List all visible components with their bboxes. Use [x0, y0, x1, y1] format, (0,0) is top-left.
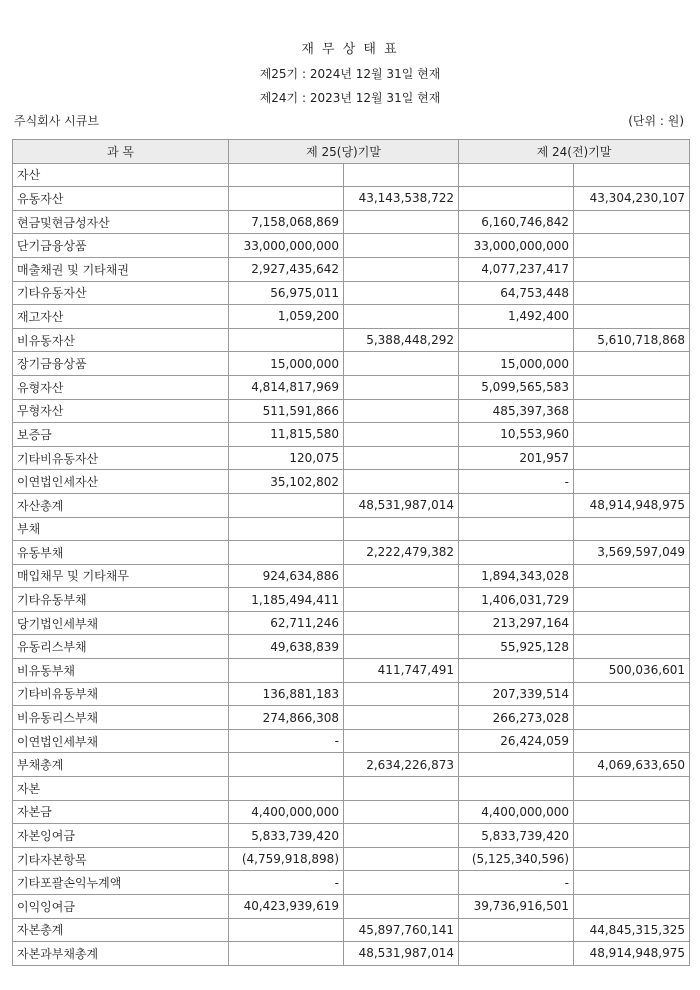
account-label: 자본: [13, 777, 229, 801]
header-prior-period: 제 24(전)기말: [459, 140, 690, 164]
period-prior: 제24기 : 2023년 12월 31일 현재: [259, 91, 441, 105]
current-subtotal-amount: [344, 163, 459, 187]
account-label: 이연법인세부채: [13, 729, 229, 753]
current-subtotal-amount: [344, 895, 459, 919]
table-row: [13, 517, 690, 541]
header-account: 과 목: [13, 140, 229, 164]
prior-subtotal-amount: [574, 423, 690, 447]
current-item-amount: [229, 493, 344, 517]
current-item-amount: 4,400,000,000: [229, 800, 344, 824]
prior-item-amount: 15,000,000: [459, 352, 574, 376]
table-row: [13, 729, 690, 753]
prior-subtotal-amount: [574, 682, 690, 706]
current-subtotal-amount: [344, 423, 459, 447]
current-subtotal-amount: 43,143,538,722: [344, 187, 459, 211]
table-row: [13, 163, 690, 187]
prior-item-amount: 26,424,059: [459, 729, 574, 753]
account-label: 무형자산: [13, 399, 229, 423]
table-body: [13, 163, 690, 965]
prior-subtotal-amount: [574, 777, 690, 801]
document-title: 재 무 상 태 표: [301, 42, 399, 57]
prior-subtotal-amount: 500,036,601: [574, 659, 690, 683]
prior-item-amount: 1,406,031,729: [459, 588, 574, 612]
table-row: [13, 753, 690, 777]
table-row: [13, 659, 690, 683]
table-header-row: [13, 140, 690, 164]
current-subtotal-amount: [344, 352, 459, 376]
account-label: 자본총계: [13, 918, 229, 942]
current-item-amount: 274,866,308: [229, 706, 344, 730]
table-row: [13, 281, 690, 305]
account-label: 자산총계: [13, 493, 229, 517]
current-subtotal-amount: [344, 611, 459, 635]
prior-subtotal-amount: 4,069,633,650: [574, 753, 690, 777]
current-item-amount: 1,059,200: [229, 305, 344, 329]
prior-item-amount: [459, 328, 574, 352]
current-subtotal-amount: [344, 588, 459, 612]
current-subtotal-amount: 48,531,987,014: [344, 942, 459, 966]
prior-item-amount: 6,160,746,842: [459, 210, 574, 234]
prior-subtotal-amount: [574, 352, 690, 376]
prior-subtotal-amount: 48,914,948,975: [574, 942, 690, 966]
account-label: 비유동부채: [13, 659, 229, 683]
prior-item-amount: 5,099,565,583: [459, 375, 574, 399]
prior-subtotal-amount: [574, 895, 690, 919]
table-row: [13, 564, 690, 588]
prior-item-amount: 213,297,164: [459, 611, 574, 635]
table-row: [13, 210, 690, 234]
current-item-amount: 40,423,939,619: [229, 895, 344, 919]
prior-subtotal-amount: [574, 800, 690, 824]
account-label: 유동리스부채: [13, 635, 229, 659]
prior-item-amount: [459, 541, 574, 565]
prior-item-amount: 55,925,128: [459, 635, 574, 659]
account-label: 이익잉여금: [13, 895, 229, 919]
prior-item-amount: 201,957: [459, 446, 574, 470]
prior-subtotal-amount: 3,569,597,049: [574, 541, 690, 565]
current-subtotal-amount: [344, 706, 459, 730]
table-row: [13, 187, 690, 211]
table-row: [13, 871, 690, 895]
prior-subtotal-amount: [574, 210, 690, 234]
account-label: 기타자본항목: [13, 847, 229, 871]
prior-subtotal-amount: [574, 635, 690, 659]
account-label: 당기법인세부채: [13, 611, 229, 635]
current-item-amount: -: [229, 871, 344, 895]
table-row: [13, 328, 690, 352]
prior-item-amount: [459, 493, 574, 517]
table-row: [13, 682, 690, 706]
prior-subtotal-amount: [574, 588, 690, 612]
prior-item-amount: 266,273,028: [459, 706, 574, 730]
current-item-amount: 56,975,011: [229, 281, 344, 305]
prior-item-amount: -: [459, 871, 574, 895]
current-item-amount: 62,711,246: [229, 611, 344, 635]
current-item-amount: 15,000,000: [229, 352, 344, 376]
account-label: 자산: [13, 163, 229, 187]
current-item-amount: -: [229, 729, 344, 753]
current-subtotal-amount: [344, 847, 459, 871]
account-label: 부채: [13, 517, 229, 541]
current-item-amount: 49,638,839: [229, 635, 344, 659]
current-subtotal-amount: [344, 305, 459, 329]
prior-item-amount: 4,400,000,000: [459, 800, 574, 824]
prior-subtotal-amount: [574, 446, 690, 470]
prior-item-amount: [459, 918, 574, 942]
prior-subtotal-amount: [574, 281, 690, 305]
table-row: [13, 824, 690, 848]
table-row: [13, 800, 690, 824]
prior-item-amount: 1,492,400: [459, 305, 574, 329]
current-item-amount: [229, 918, 344, 942]
prior-subtotal-amount: [574, 564, 690, 588]
current-subtotal-amount: [344, 824, 459, 848]
current-item-amount: 1,185,494,411: [229, 588, 344, 612]
prior-item-amount: 64,753,448: [459, 281, 574, 305]
current-subtotal-amount: [344, 375, 459, 399]
account-label: 유동부채: [13, 541, 229, 565]
current-item-amount: [229, 163, 344, 187]
current-subtotal-amount: 2,634,226,873: [344, 753, 459, 777]
current-subtotal-amount: [344, 281, 459, 305]
table-row: [13, 470, 690, 494]
account-label: 자본과부채총계: [13, 942, 229, 966]
prior-subtotal-amount: [574, 847, 690, 871]
current-item-amount: [229, 659, 344, 683]
current-item-amount: [229, 541, 344, 565]
prior-subtotal-amount: 5,610,718,868: [574, 328, 690, 352]
current-item-amount: 136,881,183: [229, 682, 344, 706]
prior-item-amount: 5,833,739,420: [459, 824, 574, 848]
table-row: [13, 942, 690, 966]
prior-item-amount: [459, 777, 574, 801]
prior-item-amount: [459, 517, 574, 541]
table-row: [13, 305, 690, 329]
period-current: 제25기 : 2024년 12월 31일 현재: [259, 67, 441, 81]
prior-item-amount: (5,125,340,596): [459, 847, 574, 871]
table-row: [13, 611, 690, 635]
account-label: 비유동자산: [13, 328, 229, 352]
current-subtotal-amount: [344, 635, 459, 659]
current-subtotal-amount: [344, 234, 459, 258]
table-row: [13, 895, 690, 919]
table-row: [13, 234, 690, 258]
account-label: 이연법인세자산: [13, 470, 229, 494]
prior-item-amount: [459, 753, 574, 777]
prior-subtotal-amount: [574, 305, 690, 329]
prior-subtotal-amount: [574, 871, 690, 895]
table-row: [13, 375, 690, 399]
current-subtotal-amount: [344, 446, 459, 470]
current-subtotal-amount: [344, 210, 459, 234]
current-subtotal-amount: [344, 777, 459, 801]
table-row: [13, 588, 690, 612]
table-row: [13, 423, 690, 447]
unit-label: (단위 : 원): [628, 114, 684, 128]
current-item-amount: [229, 187, 344, 211]
header-current-period: 제 25(당)기말: [229, 140, 459, 164]
current-item-amount: 120,075: [229, 446, 344, 470]
current-item-amount: 5,833,739,420: [229, 824, 344, 848]
prior-item-amount: [459, 942, 574, 966]
account-label: 매입채무 및 기타채무: [13, 564, 229, 588]
account-label: 단기금융상품: [13, 234, 229, 258]
current-item-amount: 33,000,000,000: [229, 234, 344, 258]
current-item-amount: 35,102,802: [229, 470, 344, 494]
current-subtotal-amount: 45,897,760,141: [344, 918, 459, 942]
current-subtotal-amount: 2,222,479,382: [344, 541, 459, 565]
prior-item-amount: [459, 659, 574, 683]
prior-subtotal-amount: [574, 399, 690, 423]
current-item-amount: [229, 777, 344, 801]
current-item-amount: 11,815,580: [229, 423, 344, 447]
current-item-amount: 511,591,866: [229, 399, 344, 423]
prior-item-amount: 33,000,000,000: [459, 234, 574, 258]
account-label: 재고자산: [13, 305, 229, 329]
current-item-amount: 4,814,817,969: [229, 375, 344, 399]
current-subtotal-amount: 48,531,987,014: [344, 493, 459, 517]
prior-item-amount: 207,339,514: [459, 682, 574, 706]
prior-item-amount: 4,077,237,417: [459, 257, 574, 281]
current-item-amount: 7,158,068,869: [229, 210, 344, 234]
prior-item-amount: 39,736,916,501: [459, 895, 574, 919]
table-row: [13, 352, 690, 376]
current-item-amount: 924,634,886: [229, 564, 344, 588]
current-subtotal-amount: [344, 470, 459, 494]
table-row: [13, 493, 690, 517]
table-row: [13, 257, 690, 281]
current-subtotal-amount: 411,747,491: [344, 659, 459, 683]
account-label: 유동자산: [13, 187, 229, 211]
company-name: 주식회사 시큐브: [14, 114, 99, 128]
prior-subtotal-amount: [574, 611, 690, 635]
current-subtotal-amount: [344, 399, 459, 423]
prior-subtotal-amount: 43,304,230,107: [574, 187, 690, 211]
account-label: 비유동리스부채: [13, 706, 229, 730]
current-subtotal-amount: [344, 800, 459, 824]
table-row: [13, 918, 690, 942]
current-subtotal-amount: [344, 729, 459, 753]
prior-subtotal-amount: [574, 470, 690, 494]
prior-subtotal-amount: [574, 375, 690, 399]
current-item-amount: [229, 753, 344, 777]
account-label: 자본잉여금: [13, 824, 229, 848]
account-label: 기타유동부채: [13, 588, 229, 612]
account-label: 기타비유동자산: [13, 446, 229, 470]
account-label: 기타포괄손익누계액: [13, 871, 229, 895]
prior-subtotal-amount: [574, 234, 690, 258]
account-label: 매출채권 및 기타채권: [13, 257, 229, 281]
prior-subtotal-amount: [574, 824, 690, 848]
prior-subtotal-amount: [574, 729, 690, 753]
account-label: 장기금융상품: [13, 352, 229, 376]
current-item-amount: (4,759,918,898): [229, 847, 344, 871]
table-row: [13, 847, 690, 871]
current-subtotal-amount: [344, 871, 459, 895]
table-row: [13, 635, 690, 659]
current-item-amount: [229, 328, 344, 352]
current-subtotal-amount: 5,388,448,292: [344, 328, 459, 352]
prior-subtotal-amount: [574, 517, 690, 541]
prior-subtotal-amount: 44,845,315,325: [574, 918, 690, 942]
prior-item-amount: -: [459, 470, 574, 494]
account-label: 부채총계: [13, 753, 229, 777]
account-label: 보증금: [13, 423, 229, 447]
account-label: 현금및현금성자산: [13, 210, 229, 234]
table-row: [13, 706, 690, 730]
prior-subtotal-amount: [574, 257, 690, 281]
current-subtotal-amount: [344, 517, 459, 541]
prior-item-amount: [459, 163, 574, 187]
table-row: [13, 541, 690, 565]
balance-sheet-table: [12, 139, 690, 966]
current-item-amount: [229, 942, 344, 966]
table-row: [13, 399, 690, 423]
current-subtotal-amount: [344, 682, 459, 706]
current-item-amount: 2,927,435,642: [229, 257, 344, 281]
account-label: 기타비유동부채: [13, 682, 229, 706]
account-label: 기타유동자산: [13, 281, 229, 305]
prior-subtotal-amount: [574, 706, 690, 730]
prior-item-amount: 485,397,368: [459, 399, 574, 423]
current-item-amount: [229, 517, 344, 541]
prior-subtotal-amount: 48,914,948,975: [574, 493, 690, 517]
account-label: 자본금: [13, 800, 229, 824]
current-subtotal-amount: [344, 564, 459, 588]
prior-item-amount: 1,894,343,028: [459, 564, 574, 588]
prior-subtotal-amount: [574, 163, 690, 187]
prior-item-amount: [459, 187, 574, 211]
table-row: [13, 446, 690, 470]
account-label: 유형자산: [13, 375, 229, 399]
table-row: [13, 777, 690, 801]
prior-item-amount: 10,553,960: [459, 423, 574, 447]
current-subtotal-amount: [344, 257, 459, 281]
